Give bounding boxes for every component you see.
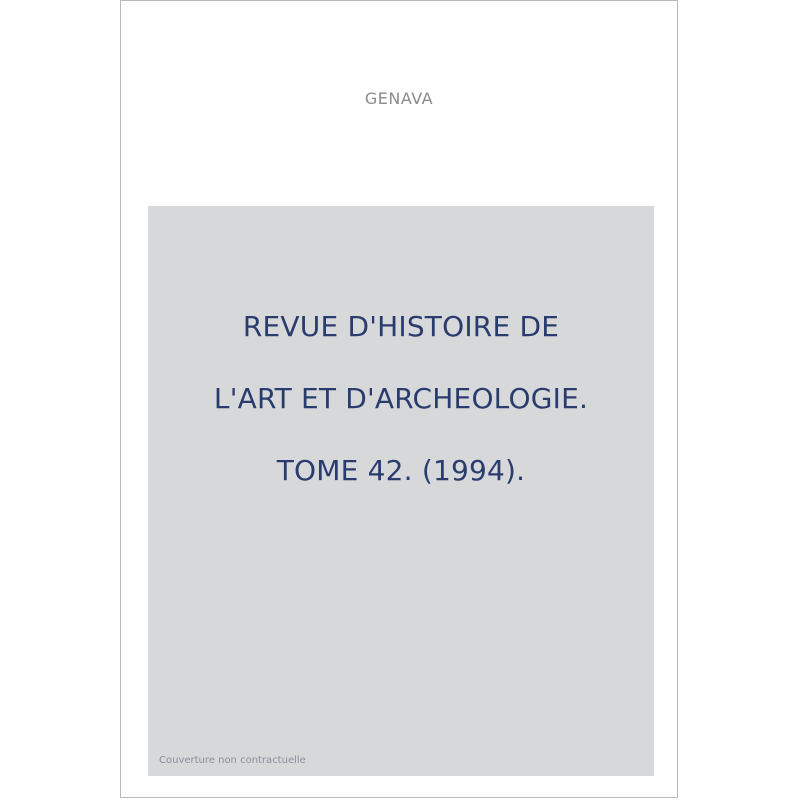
title-line-3: TOME 42. (1994). bbox=[276, 454, 526, 487]
author-name: GENAVA bbox=[364, 89, 434, 108]
book-cover bbox=[120, 0, 678, 798]
title-line-1: REVUE D'HISTOIRE DE bbox=[242, 310, 560, 343]
title-line-2: L'ART ET D'ARCHEOLOGIE. bbox=[213, 382, 589, 415]
cover-disclaimer: Couverture non contractuelle bbox=[159, 755, 306, 766]
title-panel bbox=[148, 206, 654, 776]
book-title bbox=[148, 273, 654, 525]
